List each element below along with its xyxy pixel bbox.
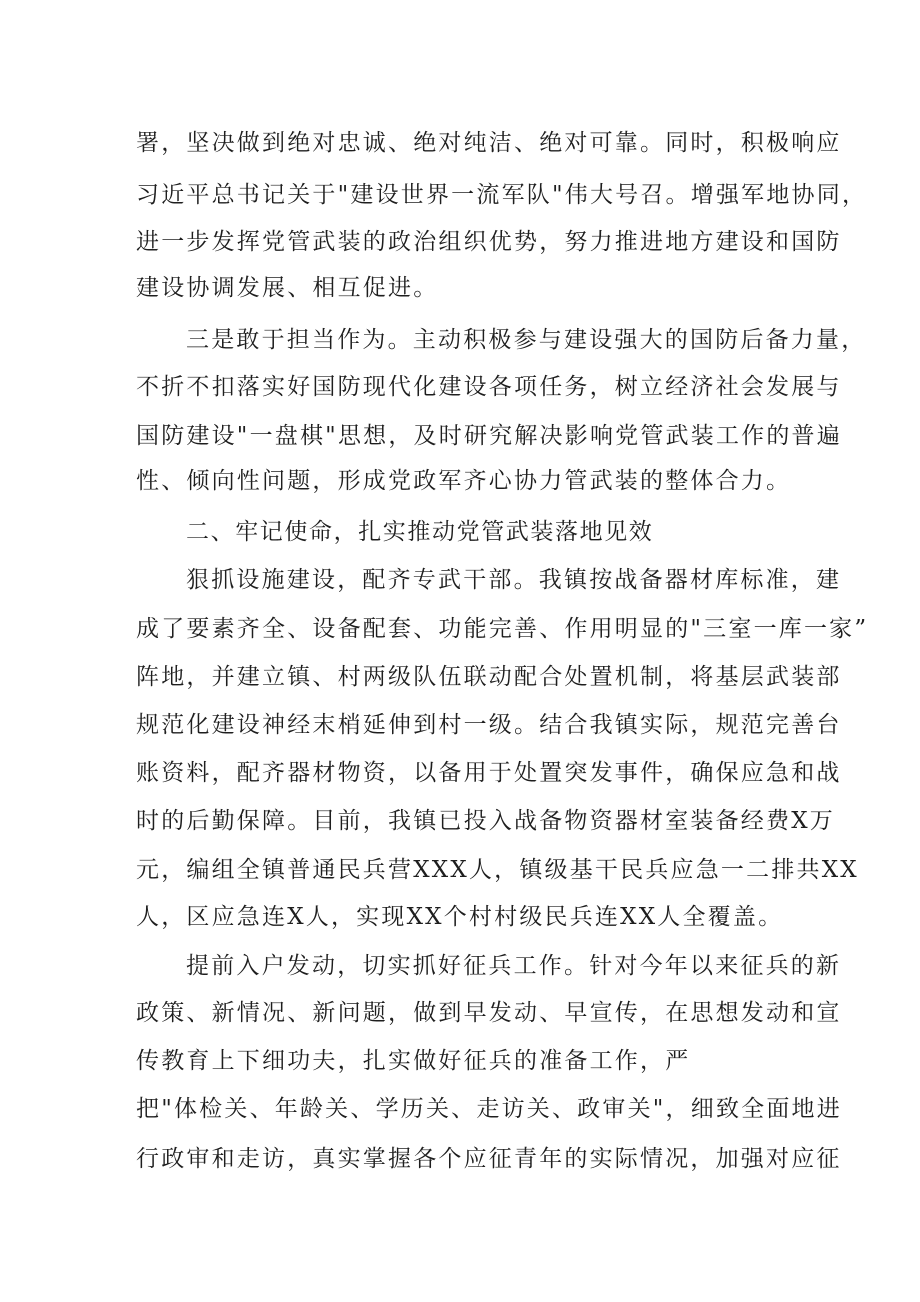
paragraph-4-line-3: 传教育上下细功夫，扎实做好征兵的准备工作，严 bbox=[136, 1048, 691, 1074]
paragraph-3-line-1: 狠抓设施建设，配齐专武干部。我镇按战备器材库标准，建 bbox=[186, 567, 842, 593]
paragraph-2-line-1: 三是敢于担当作为。主动积极参与建设强大的国防后备力量， bbox=[186, 327, 867, 353]
paragraph-4-line-2: 政策、新情况、新问题，做到早发动、早宣传，在思想发动和宣 bbox=[136, 1000, 842, 1026]
paragraph-1-line-1: 署，坚决做到绝对忠诚、绝对纯洁、绝对可靠。同时，积极响应 bbox=[136, 130, 842, 156]
paragraph-1-line-3: 进一步发挥党管武装的政治组织优势，努力推进地方建设和国防 bbox=[136, 229, 842, 255]
paragraph-2-line-2: 不折不扣落实好国防现代化建设各项任务，树立经济社会发展与 bbox=[136, 374, 842, 400]
paragraph-3-line-6: 时的后勤保障。目前，我镇已投入战备物资器材室装备经费X万 bbox=[136, 808, 835, 834]
paragraph-4-line-4: 把"体检关、年龄关、学历关、走访关、政审关"，细致全面地进 bbox=[136, 1096, 842, 1122]
paragraph-3-line-5: 账资料，配齐器材物资，以备用于处置突发事件，确保应急和战 bbox=[136, 760, 842, 786]
paragraph-4-line-1: 提前入户发动，切实抓好征兵工作。针对今年以来征兵的新 bbox=[186, 953, 842, 979]
paragraph-3-line-2: 成了要素齐全、设备配套、功能完善、作用明显的"三室一库一家” bbox=[136, 616, 869, 642]
paragraph-4-line-5: 行政审和走访，真实掌握各个应征青年的实际情况，加强对应征 bbox=[136, 1146, 842, 1172]
paragraph-1-line-4: 建设协调发展、相互促进。 bbox=[136, 275, 439, 301]
paragraph-2-line-3: 国防建设"一盘棋"思想，及时研究解决影响党管武装工作的普遍 bbox=[136, 423, 842, 449]
section-heading: 二、牢记使命，扎实推动党管武装落地见效 bbox=[186, 519, 654, 545]
paragraph-2-line-4: 性、倾向性问题，形成党政军齐心协力管武装的整体合力。 bbox=[136, 468, 792, 494]
paragraph-3-line-7: 元，编组全镇普通民兵营XXX人，镇级基干民兵应急一二排共XX bbox=[136, 857, 859, 883]
paragraph-3-line-3: 阵地，并建立镇、村两级队伍联动配合处置机制，将基层武装部 bbox=[136, 664, 842, 690]
paragraph-3-line-4: 规范化建设神经末梢延伸到村一级。结合我镇实际，规范完善台 bbox=[136, 712, 842, 738]
paragraph-1-line-2: 习近平总书记关于"建设世界一流军队"伟大号召。增强军地协同， bbox=[136, 182, 868, 208]
paragraph-3-line-8: 人，区应急连X人，实现XX个村村级民兵连XX人全覆盖。 bbox=[136, 904, 784, 930]
